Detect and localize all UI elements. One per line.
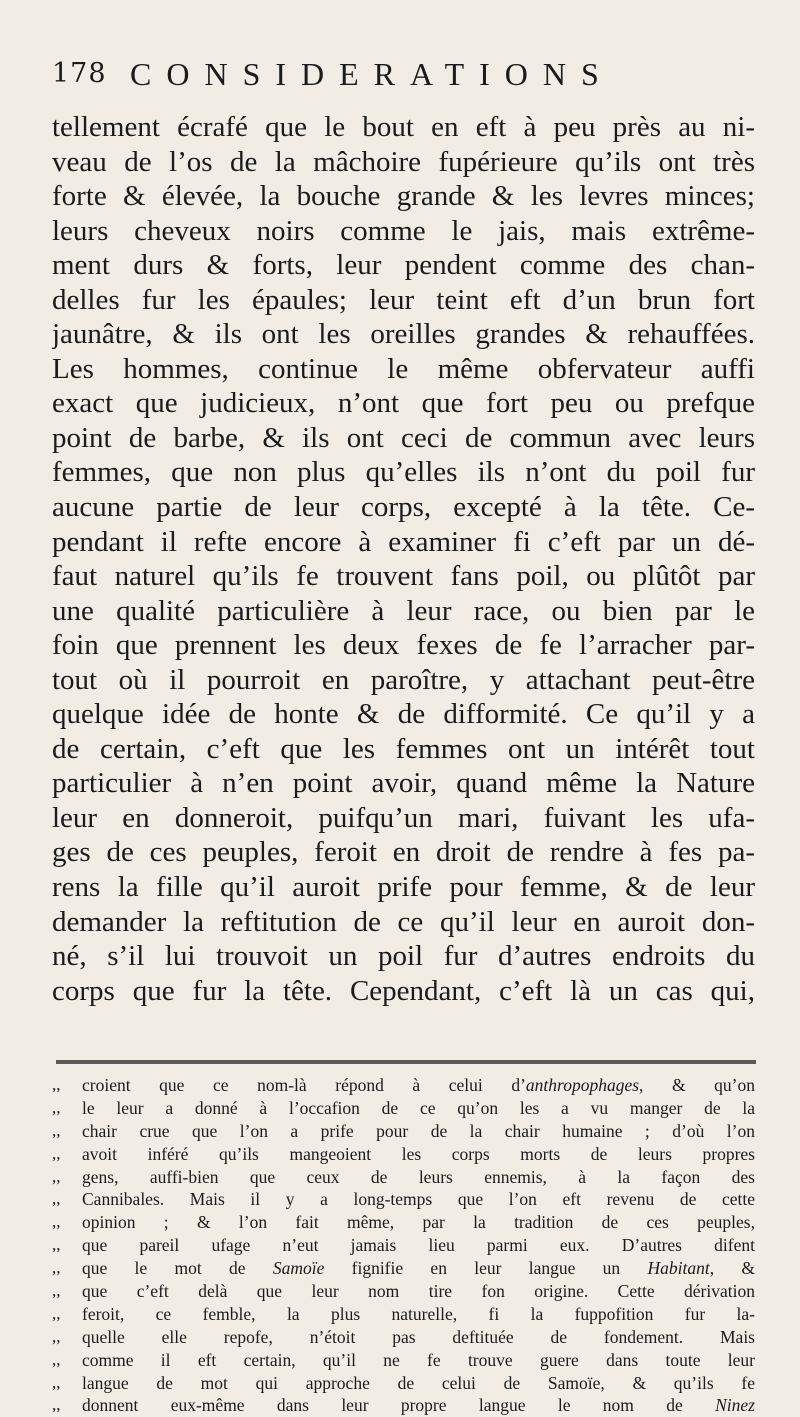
quote-marker: ,,	[52, 1143, 61, 1163]
text-line: jaunâtre, & ils ont les oreilles grandes & rehauffées.	[52, 318, 755, 351]
footnote-line	[52, 1166, 755, 1189]
footnote-line	[52, 1372, 755, 1395]
text-line: leur en donneroit, puifqu’un mari, fuivant les ufa-	[52, 801, 755, 834]
footnote-line	[52, 1074, 755, 1097]
quote-marker: ,,	[52, 1395, 61, 1415]
footnote-text	[82, 1326, 755, 1349]
footnote-fragment: , & qu’on	[639, 1075, 755, 1095]
page-number: 178	[52, 58, 107, 89]
footnote-text	[82, 1257, 755, 1280]
footnote-fragment: chair crue que l’on a prife pour de la chair humaine ; d’où l’on	[82, 1120, 755, 1141]
footnote-text	[82, 1143, 755, 1166]
text-line: exact que judicieux, n’ont que fort peu ou prefque	[52, 387, 755, 420]
footnote-line	[52, 1188, 755, 1211]
text-line: rens la fille qu’il auroit prife pour femme, & de leur	[52, 871, 755, 904]
footnote-fragment: donnent eux-même dans leur propre langue le nom de	[82, 1395, 716, 1416]
footnote-fragment: que c’eft delà que leur nom tire fon origine. Cette dérivation	[82, 1281, 755, 1302]
footnote-fragment: quelle elle repofe, n’étoit pas deftituée de fondement. Mais	[82, 1326, 755, 1347]
quote-marker: ,,	[52, 1303, 61, 1323]
italic-term: Ninez	[715, 1395, 755, 1416]
footnote-separator	[56, 1060, 756, 1064]
quote-marker: ,,	[52, 1189, 61, 1209]
footnote-fragment: avoit inféré qu’ils mangeoient les corps morts de leurs propres	[82, 1143, 755, 1164]
footnote-line	[52, 1143, 755, 1166]
footnote-line	[52, 1349, 755, 1372]
quote-marker: ,,	[52, 1166, 61, 1186]
footnote-text	[82, 1166, 755, 1189]
italic-term: Samoïe	[272, 1258, 325, 1279]
text-line: forte & élevée, la bouche grande & les levres minces;	[52, 180, 755, 213]
quote-marker: ,,	[52, 1372, 61, 1392]
footnote-fragment: Cannibales. Mais il y a long-temps que l’on eft revenu de cette	[82, 1189, 755, 1210]
footnote-fragment: que le mot de	[82, 1258, 273, 1279]
text-line: leurs cheveux noirs comme le jais, mais extrême-	[52, 214, 755, 247]
footnote-text	[82, 1394, 755, 1417]
footnote-fragment: , &	[709, 1258, 755, 1279]
quote-marker: ,,	[52, 1212, 61, 1232]
footnote-line	[52, 1120, 755, 1143]
text-line: quelque idée de honte & de difformité. Ce qu’il y a	[52, 698, 755, 731]
footnote-fragment: que pareil ufage n’eut jamais lieu parmi eux. D’autres difent	[82, 1235, 755, 1256]
footnote-text	[82, 1349, 755, 1372]
footnote-fragment: feroit, ce femble, la plus naturelle, fi la fuppofition fur la-	[82, 1303, 755, 1324]
text-line: foin que prennent les deux fexes de fe l’arracher par-	[52, 629, 755, 662]
text-line: ment durs & forts, leur pendent comme des chan-	[52, 249, 755, 282]
text-line: ges de ces peuples, feroit en droit de rendre à fes pa-	[52, 836, 755, 869]
footnote-text	[82, 1188, 755, 1211]
footnote-fragment: le leur a donné à l’occafion de ce qu’on les a vu manger de la	[82, 1097, 755, 1118]
text-line: corps que fur la tête. Cependant, c’eft là un cas qui,	[52, 974, 755, 1007]
text-line: de certain, c’eft que les femmes ont un intérêt tout	[52, 732, 755, 765]
text-line: femmes, que non plus qu’elles ils n’ont du poil fur	[52, 456, 755, 489]
footnote-line	[52, 1394, 755, 1417]
quote-marker: ,,	[52, 1258, 61, 1278]
footnote-line	[52, 1257, 755, 1280]
footnote-fragment: croient que ce nom-là répond à celui d’	[82, 1075, 526, 1095]
footnote-line	[52, 1234, 755, 1257]
footnote-text	[82, 1303, 755, 1326]
footnote-fragment: fignifie en leur langue un	[324, 1258, 648, 1279]
footnote-fragment: comme il eft certain, qu’il ne fe trouve guere dans toute leur	[82, 1349, 755, 1370]
text-line: tellement écrafé que le bout en eft à peu près au ni-	[52, 111, 755, 143]
text-line: aucune partie de leur corps, excepté à la tête. Ce-	[52, 491, 755, 524]
footnote-text	[82, 1074, 755, 1097]
text-line: delles fur les épaules; leur teint eft d’un brun fort	[52, 283, 755, 316]
footnote-text	[82, 1372, 755, 1395]
footnote-line	[52, 1326, 755, 1349]
text-line: veau de l’os de la mâchoire fupérieure qu’ils ont très	[52, 145, 755, 178]
text-line: particulier à n’en point avoir, quand même la Nature	[52, 767, 755, 800]
text-line: né, s’il lui trouvoit un poil fur d’autres endroits du	[52, 940, 755, 973]
footnote-text	[82, 1120, 755, 1143]
footnote-text	[82, 1234, 755, 1257]
footnote-text	[82, 1097, 755, 1120]
text-line: tout où il pourroit en paroître, y attachant peut-être	[52, 663, 755, 696]
quote-marker: ,,	[52, 1120, 61, 1140]
footnote-text	[82, 1280, 755, 1303]
quote-marker: ,,	[52, 1235, 61, 1255]
quote-marker: ,,	[52, 1326, 61, 1346]
quote-marker: ,,	[52, 1281, 61, 1301]
footnote-fragment: langue de mot qui approche de celui de Samoïe, & qu’ils fe	[82, 1372, 755, 1393]
text-line: point de barbe, & ils ont ceci de commun avec leurs	[52, 421, 755, 454]
text-line: faut naturel qu’ils fe trouvent fans poil, ou plûtôt par	[52, 560, 755, 593]
quote-marker: ,,	[52, 1349, 61, 1369]
text-line: pendant il refte encore à examiner fi c’eft par un dé-	[52, 525, 755, 558]
footnote-block	[52, 1074, 755, 1417]
running-title: CONSIDERATIONS	[130, 56, 614, 92]
text-line: une qualité particulière à leur race, ou bien par le	[52, 594, 755, 627]
footnote-fragment: gens, auffi-bien que ceux de leurs ennemis, à la façon des	[82, 1166, 755, 1187]
page-header	[52, 56, 752, 106]
footnote-fragment: opinion ; & l’on fait même, par la tradition de ces peuples,	[82, 1212, 755, 1233]
italic-term: anthropophages	[525, 1075, 640, 1095]
footnote-line	[52, 1303, 755, 1326]
footnote-line	[52, 1280, 755, 1303]
main-text	[52, 110, 755, 1008]
quote-marker: ,,	[52, 1097, 61, 1117]
text-line: demander la reftitution de ce qu’il leur en auroit don-	[52, 905, 755, 938]
text-line: Les hommes, continue le même obfervateur auffi	[52, 352, 755, 385]
footnote-line	[52, 1097, 755, 1120]
italic-term: Habitant	[647, 1258, 710, 1279]
footnote-text	[82, 1211, 755, 1234]
footnote-line	[52, 1211, 755, 1234]
quote-marker: ,,	[52, 1075, 61, 1094]
